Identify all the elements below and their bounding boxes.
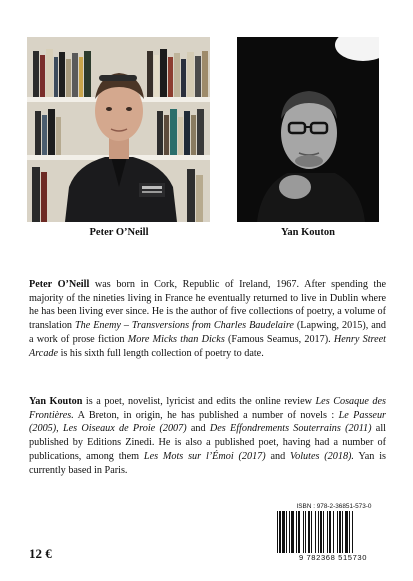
barcode-icon [276, 511, 390, 553]
author-photo-yan [237, 37, 379, 222]
book-title: Les Mots sur l’Émoi (2017) [143, 450, 266, 462]
book-title: Le Passeur (2005), Les Oiseaux de Proie (2007) [29, 409, 386, 435]
author-photo-peter [27, 37, 210, 222]
book-title: Henry Street Arcade [29, 333, 386, 359]
price-label: 12 € [29, 546, 52, 561]
bio-author-name: Peter O’Neill [29, 279, 90, 290]
bio-yan-kouton: Yan Kouton is a poet, novelist, lyricist and edits the online review Les Cosaque des Frontières. A Breton, in origin, he has published a number of novels : Le Passeur (2005), Les Oiseaux de Proie (2007) and Des Effondrements Souterrains (2011) all published by Editions Zinedi. He is also a published poet, having had a number of publications, among them Les Mots sur l’Émoi (2017) and Volutes (2018). Yan is currently based in Paris. [29, 396, 386, 476]
book-title: More Micks than Dicks [127, 333, 225, 345]
bio-peter-oneill: Peter O’Neill was born in Cork, Republic of Ireland, 1967. After spending the majority of the nineties living in France he eventually returned to live in Dublin where he has been living ever since. He is the author of five collections of poetry, a volume of translation The Enemy – Transversions from Charles Baudelaire (Lapwing, 2015), and a work of prose fiction More Micks than Dicks (Famous Seamus, 2017). Henry Street Arcade is his sixth full length collection of poetry to date. [29, 279, 387, 359]
author-caption-yan: Yan Kouton [281, 227, 335, 238]
review-title: Les Cosaque des Frontières. [29, 396, 386, 421]
book-title: Des Effondrements Souterrains (2011) [209, 423, 372, 435]
barcode-digits: 9 782368 515730 [298, 553, 368, 562]
book-title: The Enemy – Transversions from Charles Baudelaire [74, 320, 294, 332]
isbn-label: ISBN : 978-2-36851-573-0 [296, 503, 372, 510]
author-portrait-bw-icon [237, 37, 379, 222]
bio-author-name: Yan Kouton [29, 396, 83, 407]
book-title: Volutes (2018). [290, 450, 354, 462]
author-caption-peter: Peter O’Neill [89, 227, 149, 238]
author-portrait-color-icon [27, 37, 210, 222]
